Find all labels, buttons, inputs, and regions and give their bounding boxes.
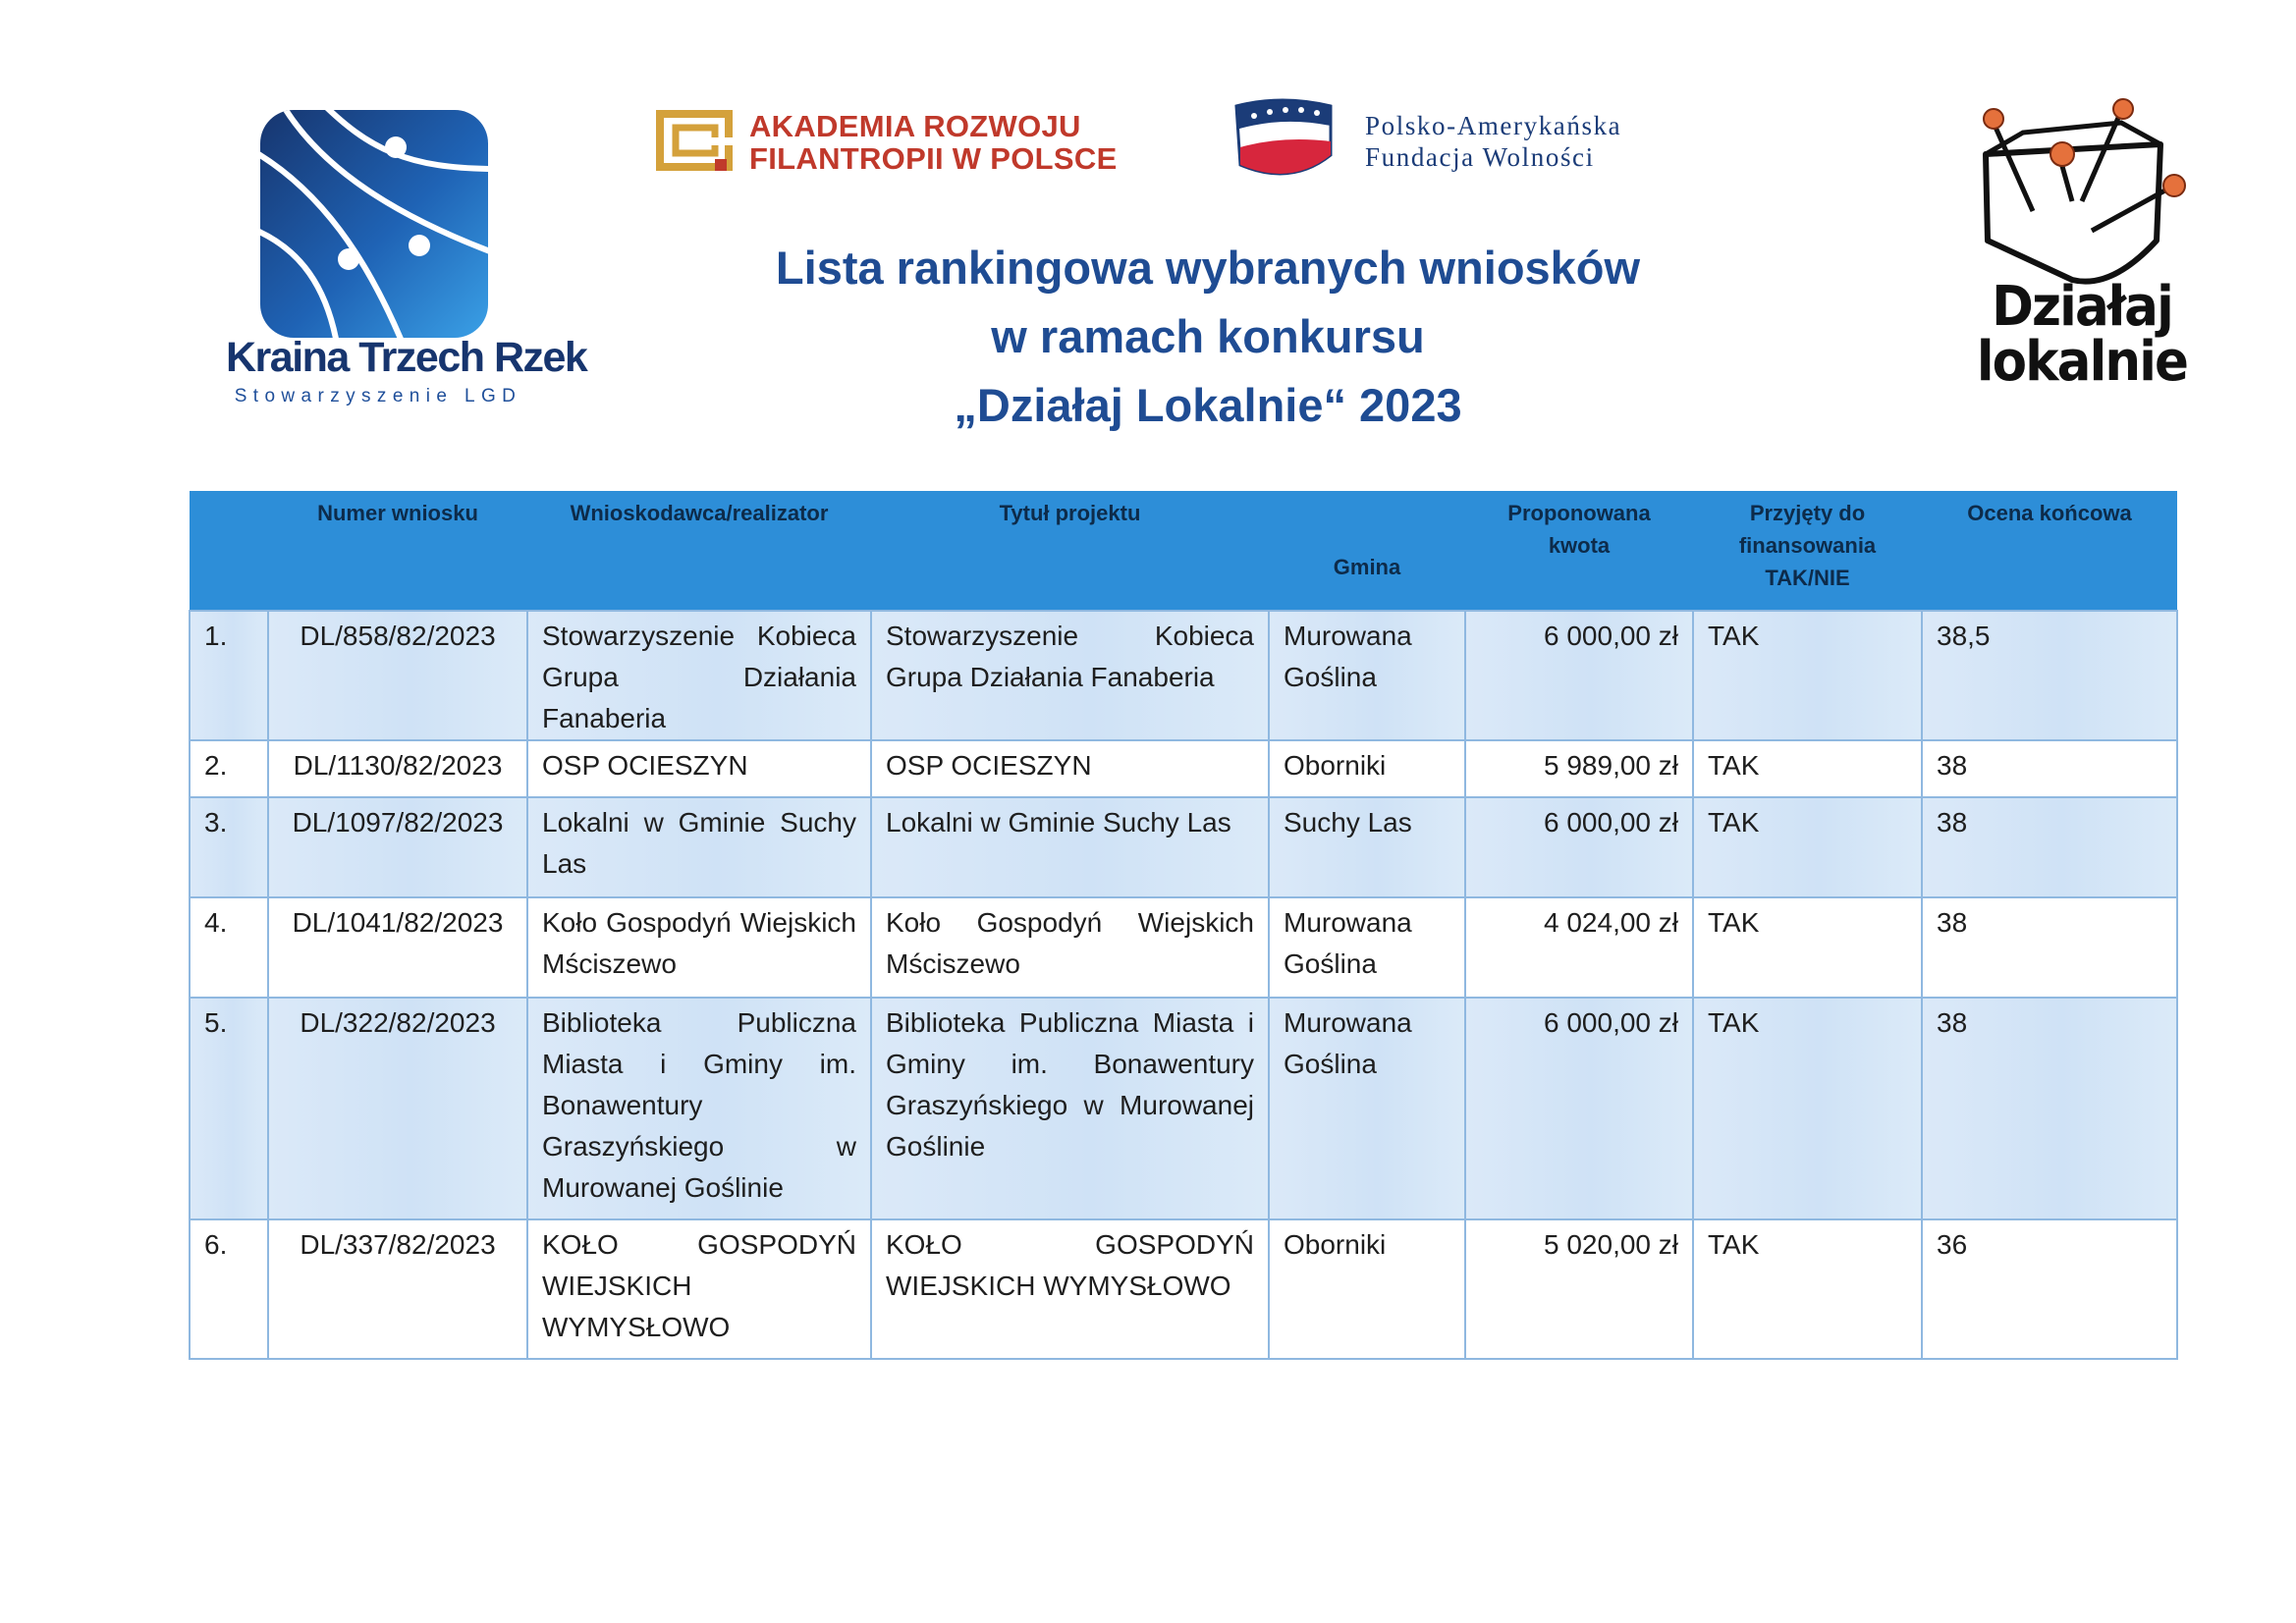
logo-dzialaj-lokalnie [1964, 93, 2200, 417]
table-row [190, 740, 2177, 797]
cell-municipality: Murowana Goślina [1269, 998, 1465, 1219]
pafw-line-1: Polsko-Amerykańska [1365, 111, 1622, 140]
cell-amount: 4 024,00 zł [1465, 897, 1693, 998]
header-municipality: Gmina [1269, 491, 1465, 611]
cell-lp: 2. [190, 740, 268, 797]
cell-accepted: TAK [1693, 998, 1922, 1219]
cell-number: DL/1041/82/2023 [268, 897, 527, 998]
arf-line-1: AKADEMIA ROZWOJU [749, 109, 1081, 143]
title-line-1: Lista rankingowa wybranych wniosków [775, 242, 1641, 294]
cell-score: 38 [1922, 797, 2177, 897]
arf-line-2: FILANTROPII W POLSCE [749, 141, 1118, 176]
page-title [589, 234, 1827, 440]
cell-score: 38 [1922, 998, 2177, 1219]
pafw-line-2: Fundacja Wolności [1365, 142, 1595, 172]
cell-applicant: Koło Gospodyń Wiejskich Mściszewo [527, 897, 871, 998]
cell-municipality: Murowana Goślina [1269, 897, 1465, 998]
table-header-row [190, 491, 2177, 611]
header-applicant: Wnioskodawca/realizator [527, 491, 871, 611]
cell-lp: 4. [190, 897, 268, 998]
cell-accepted: TAK [1693, 740, 1922, 797]
table-row [190, 998, 2177, 1219]
table-row [190, 611, 2177, 740]
header-lp [190, 491, 268, 611]
header-amount-line-1: Proponowana [1507, 501, 1651, 525]
ktr-name: Kraina Trzech Rzek [226, 334, 587, 381]
header-amount [1465, 491, 1693, 611]
cell-applicant: Stowarzyszenie Kobieca Grupa Działania Fanaberia [527, 611, 871, 740]
cell-accepted: TAK [1693, 611, 1922, 740]
cell-score: 36 [1922, 1219, 2177, 1359]
table-row [190, 1219, 2177, 1359]
header-accepted-line-2: finansowania [1738, 533, 1877, 558]
cell-number: DL/322/82/2023 [268, 998, 527, 1219]
cell-accepted: TAK [1693, 1219, 1922, 1359]
cell-lp: 5. [190, 998, 268, 1219]
cell-lp: 1. [190, 611, 268, 740]
cell-accepted: TAK [1693, 897, 1922, 998]
pot-with-flowers-icon [1964, 93, 2200, 290]
cell-applicant: KOŁO GOSPODYŃ WIEJSKICH WYMYSŁOWO [527, 1219, 871, 1359]
cell-amount: 6 000,00 zł [1465, 998, 1693, 1219]
cell-applicant: OSP OCIESZYN [527, 740, 871, 797]
cell-project: Stowarzyszenie Kobieca Grupa Działania Fanaberia [871, 611, 1269, 740]
cell-amount: 6 000,00 zł [1465, 611, 1693, 740]
cell-accepted: TAK [1693, 797, 1922, 897]
cell-amount: 5 989,00 zł [1465, 740, 1693, 797]
title-line-3: „Działaj Lokalnie“ 2023 [954, 379, 1462, 431]
ktr-subtitle: Stowarzyszenie LGD [234, 386, 522, 406]
cell-amount: 6 000,00 zł [1465, 797, 1693, 897]
ranking-table [189, 491, 2178, 1360]
cell-number: DL/1130/82/2023 [268, 740, 527, 797]
cell-project: KOŁO GOSPODYŃ WIEJSKICH WYMYSŁOWO [871, 1219, 1269, 1359]
arf-mark-icon [656, 110, 733, 171]
header-number: Numer wniosku [268, 491, 527, 611]
cell-municipality: Suchy Las [1269, 797, 1465, 897]
cell-project: OSP OCIESZYN [871, 740, 1269, 797]
cell-number: DL/858/82/2023 [268, 611, 527, 740]
cell-project: Lokalni w Gminie Suchy Las [871, 797, 1269, 897]
rivers-logo-icon [260, 110, 488, 338]
header-accepted-line-1: Przyjęty do [1749, 501, 1866, 525]
title-line-2: w ramach konkursu [991, 310, 1425, 362]
cell-municipality: Murowana Goślina [1269, 611, 1465, 740]
dl-line-1: Działaj [1992, 275, 2172, 339]
cell-score: 38 [1922, 897, 2177, 998]
cell-number: DL/337/82/2023 [268, 1219, 527, 1359]
cell-municipality: Oborniki [1269, 740, 1465, 797]
cell-amount: 5 020,00 zł [1465, 1219, 1693, 1359]
header-project: Tytuł projektu [871, 491, 1269, 611]
cell-applicant: Biblioteka Publiczna Miasta i Gminy im. Bonawentury Graszyńskiego w Murowanej Goślinie [527, 998, 871, 1219]
header-accepted [1693, 491, 1922, 611]
cell-number: DL/1097/82/2023 [268, 797, 527, 897]
cell-score: 38,5 [1922, 611, 2177, 740]
cell-project: Koło Gospodyń Wiejskich Mściszewo [871, 897, 1269, 998]
table-row [190, 797, 2177, 897]
table-row [190, 897, 2177, 998]
flag-emblem-icon [1232, 96, 1337, 183]
cell-applicant: Lokalni w Gminie Suchy Las [527, 797, 871, 897]
dl-line-2: lokalnie [1976, 330, 2188, 394]
header-amount-line-2: kwota [1548, 533, 1611, 558]
header-score: Ocena końcowa [1922, 491, 2177, 611]
cell-lp: 3. [190, 797, 268, 897]
cell-project: Biblioteka Publiczna Miasta i Gminy im. Bonawentury Graszyńskiego w Murowanej Goślinie [871, 998, 1269, 1219]
cell-lp: 6. [190, 1219, 268, 1359]
cell-score: 38 [1922, 740, 2177, 797]
header-accepted-line-3: TAK/NIE [1765, 566, 1850, 590]
cell-municipality: Oborniki [1269, 1219, 1465, 1359]
